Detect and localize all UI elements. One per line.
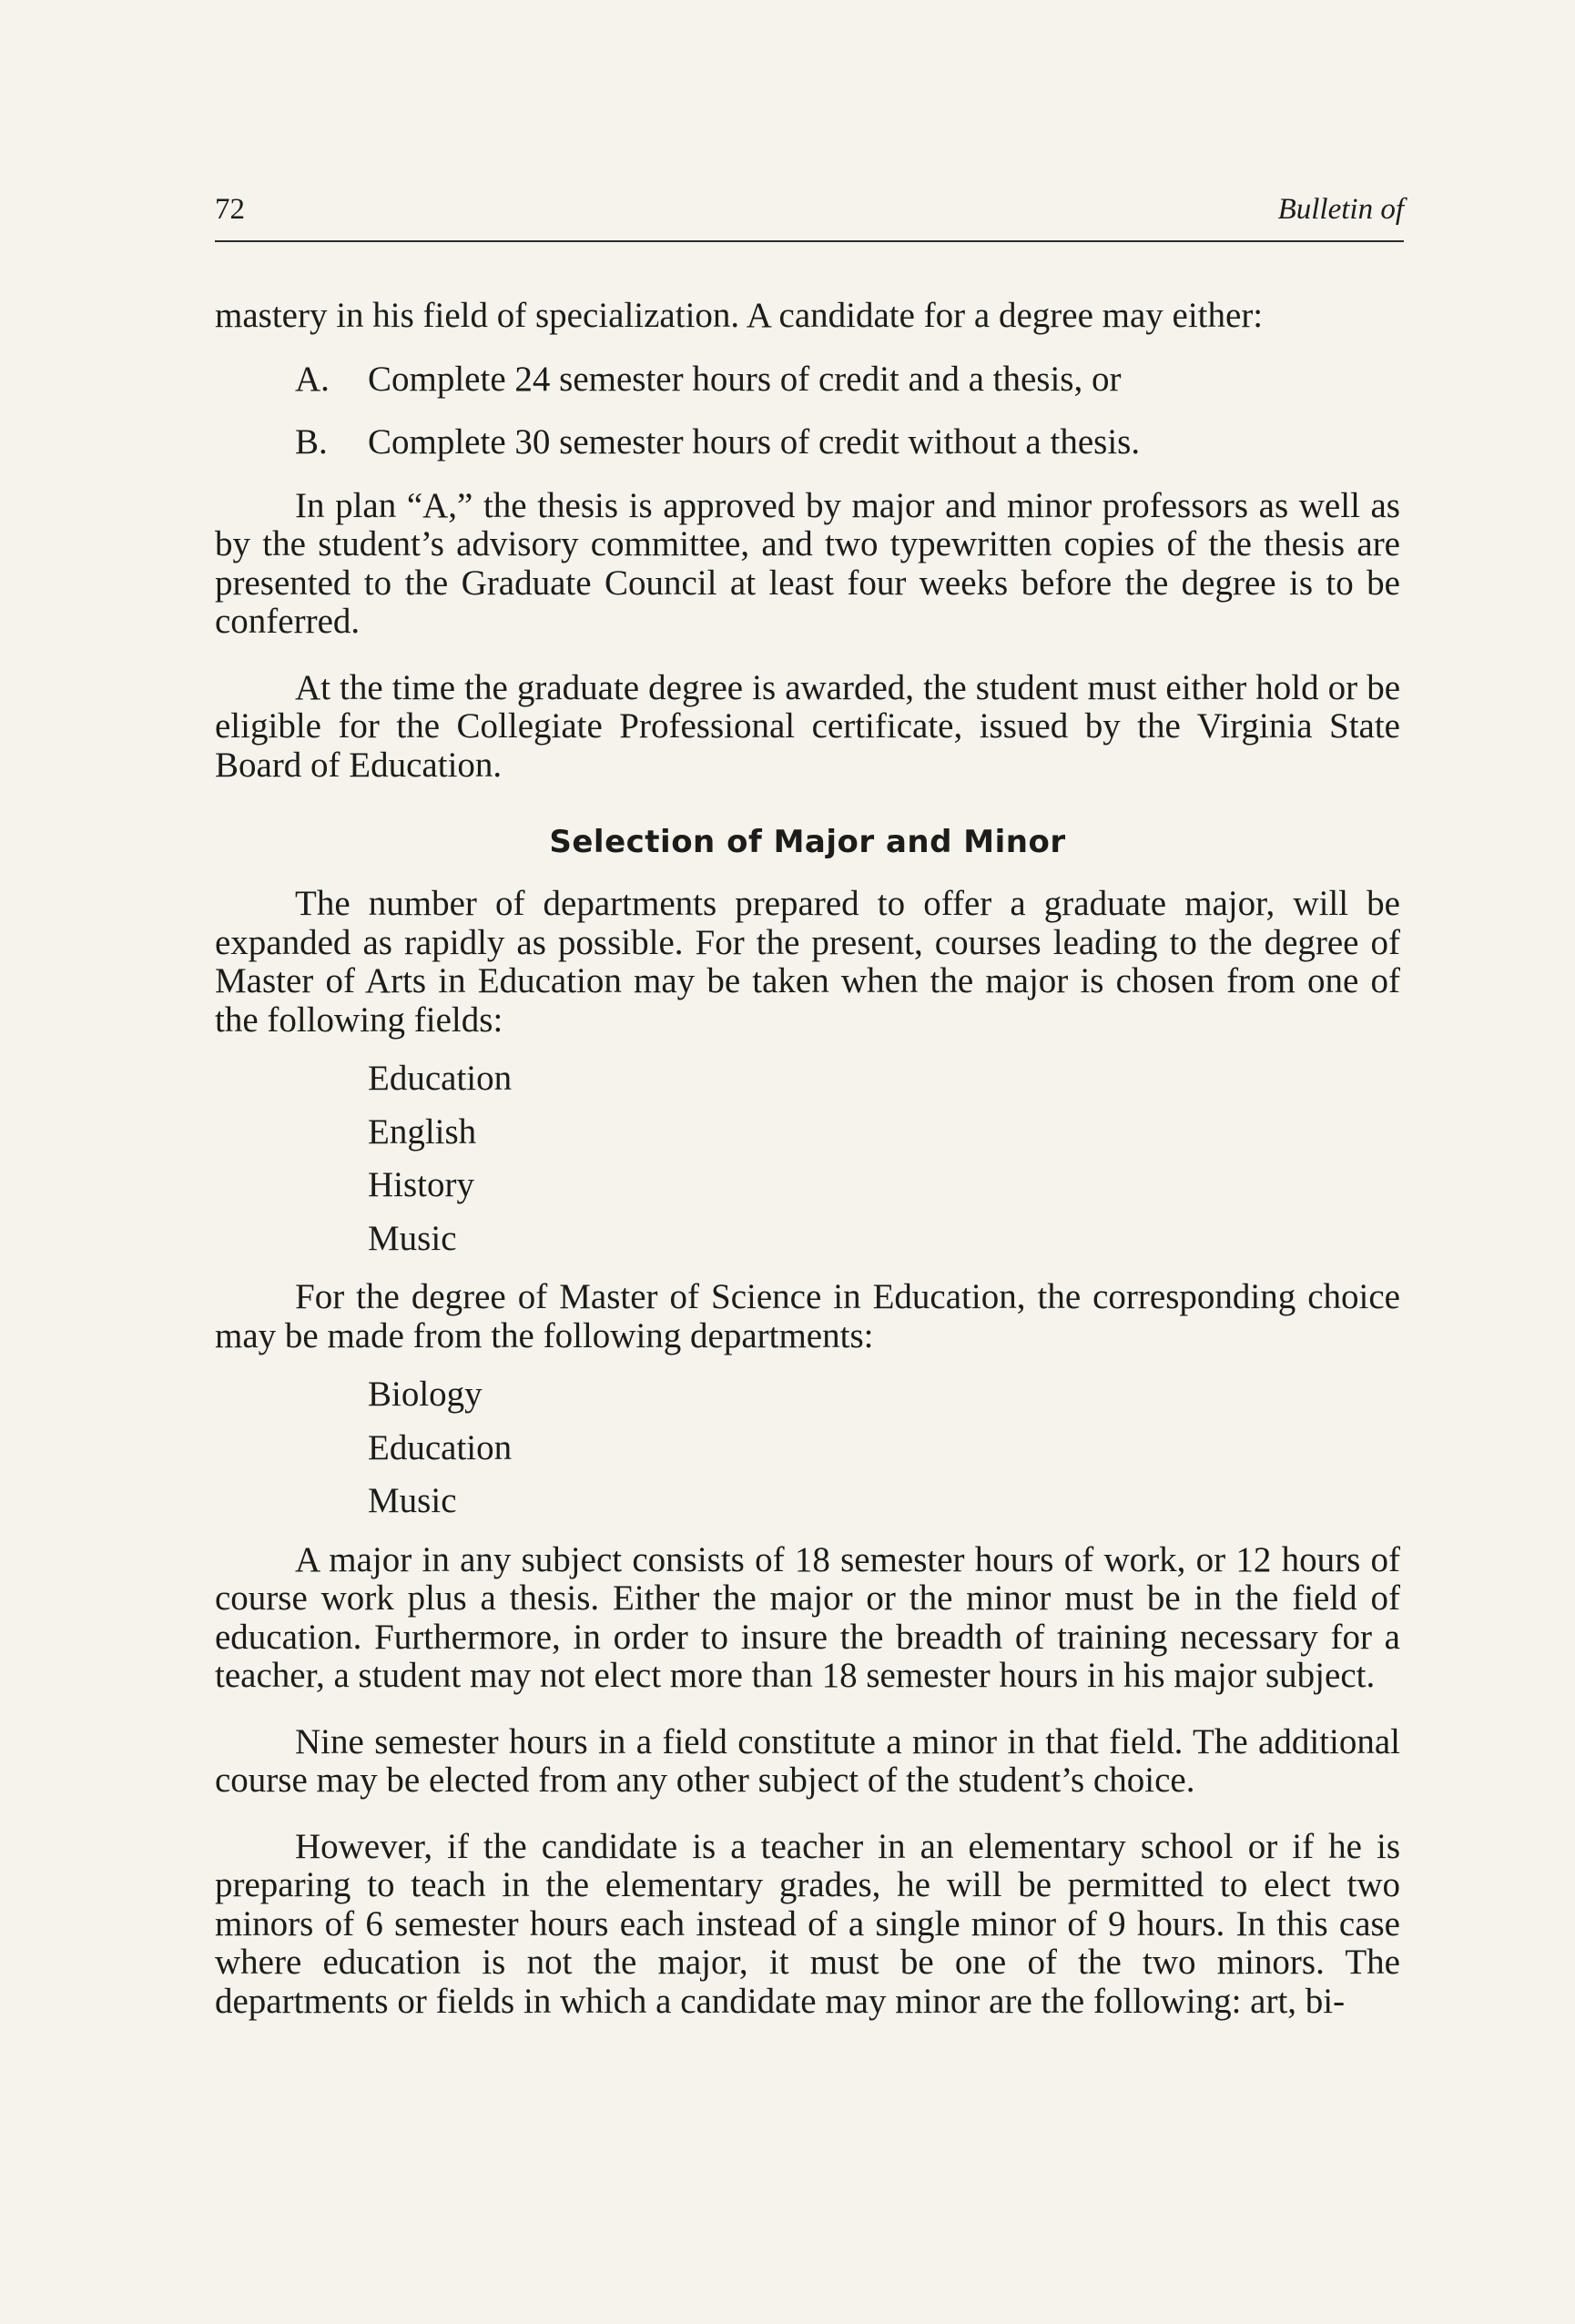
list-item: English bbox=[368, 1111, 477, 1152]
list-item: Music bbox=[368, 1218, 457, 1258]
plan-a-paragraph: In plan “A,” the thesis is approved by major and minor professors as well as by the student’s advisory committee, and two typewritten copies of the thesis are presented to the Graduate Council at least four weeks before the degree is to be conferred. bbox=[215, 485, 1400, 641]
major-definition-paragraph: A major in any subject consists of 18 semester hours of work, or 12 hours of course work plus a thesis. Either the major or the minor must be in the field of education. Furthermore, in order to insure the breadth of training necessary for a teacher, a student may not elect more than 18 semester hours in his major subject. bbox=[215, 1539, 1400, 1695]
list-item: Biology bbox=[368, 1375, 483, 1414]
list-item: Education bbox=[368, 1059, 513, 1098]
ms-field-list bbox=[215, 1368, 1400, 1528]
list-item: History bbox=[368, 1165, 474, 1204]
section-heading: Selection of Major and Minor bbox=[549, 824, 1066, 860]
certificate-paragraph: At the time the graduate degree is awarded, the student must either hold or be eligible for the Collegiate Professional certificate, issued by the Virginia State Board of Education. bbox=[215, 667, 1400, 785]
departments-paragraph: The number of departments prepared to offer a graduate major, will be expanded as rapidly as possible. For the present, courses leading to the degree of Master of Arts in Education may be taken when the major is chosen from one of the following fields: bbox=[215, 884, 1400, 1040]
option-text: Complete 24 semester hours of credit and a thesis, or bbox=[368, 359, 1122, 399]
list-item: Music bbox=[368, 1481, 457, 1520]
option-text: Complete 30 semester hours of credit without a thesis. bbox=[368, 422, 1141, 462]
page-number: 72 bbox=[215, 193, 245, 226]
page-body bbox=[215, 297, 1400, 2021]
elementary-paragraph: However, if the candidate is a teacher in an elementary school or if he is preparing to teach in the elementary grades, he will be permitted to elect two minors of 6 semester hours each instead of a single minor of 9 hours. In this case where education is not the major, it must be one of the two minors. The departments or fields in which a candidate may minor are the following: art, bi- bbox=[215, 1826, 1400, 2021]
option-letter: A. bbox=[295, 359, 330, 399]
option-a bbox=[215, 360, 1400, 400]
list-item: Education bbox=[368, 1427, 513, 1467]
page-header bbox=[215, 193, 1404, 238]
running-head: Bulletin of bbox=[1277, 193, 1404, 226]
ms-degree-paragraph: For the degree of Master of Science in Education, the corresponding choice may be made from the following departments: bbox=[215, 1277, 1400, 1355]
minor-definition-paragraph: Nine semester hours in a field constitute a minor in that field. The additional course may be elected from any other subject of the student’s choice. bbox=[215, 1721, 1400, 1800]
option-b bbox=[215, 423, 1400, 462]
intro-paragraph: mastery in his field of specialization. A candidate for a degree may either: bbox=[215, 296, 1264, 335]
header-rule bbox=[215, 240, 1404, 242]
ma-field-list bbox=[215, 1052, 1400, 1265]
option-letter: B. bbox=[295, 422, 328, 462]
